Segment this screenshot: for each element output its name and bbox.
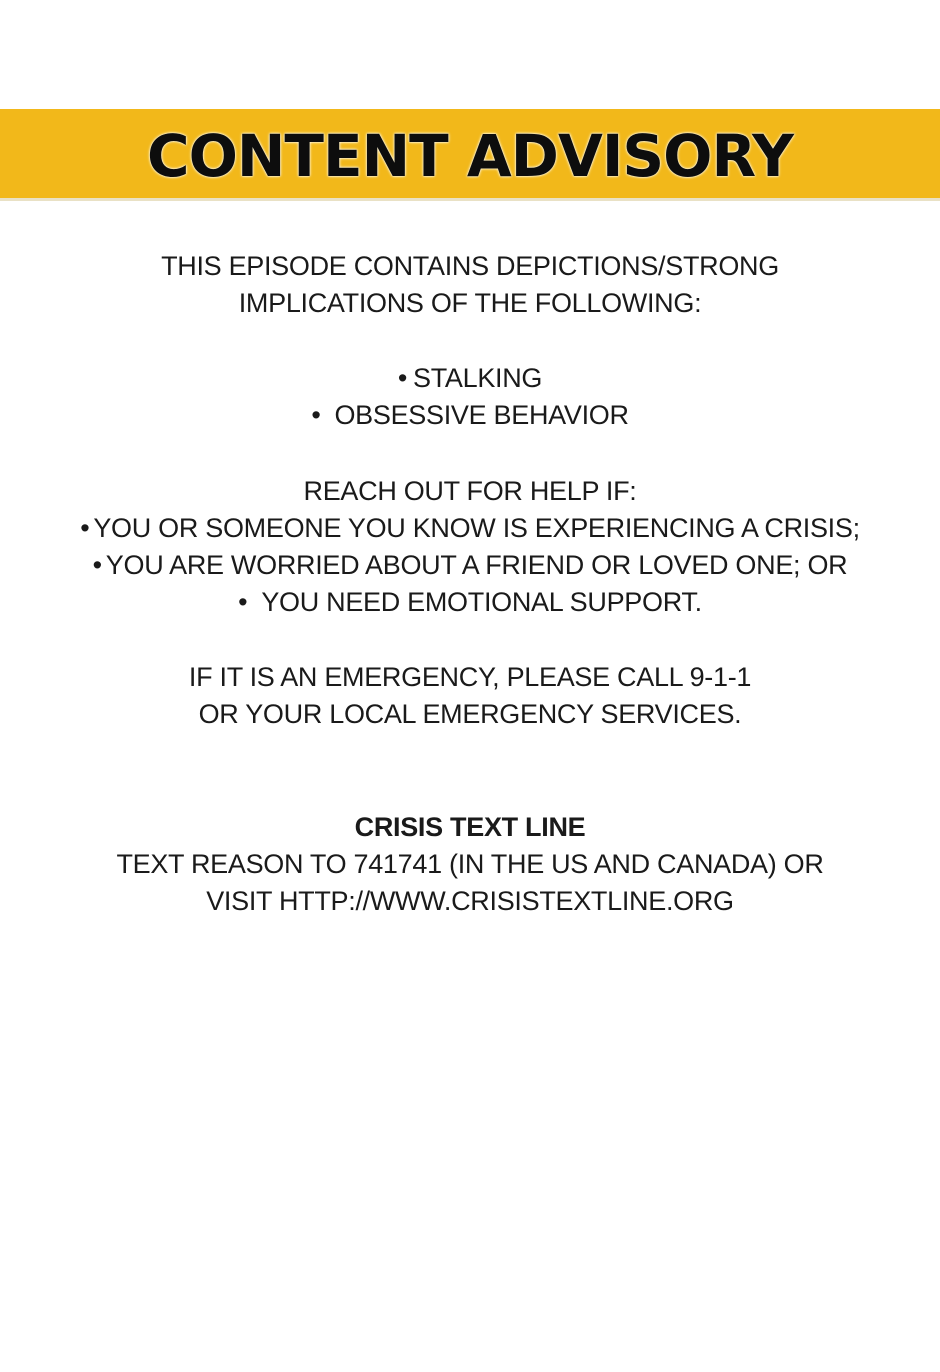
crisis-line-title: CRISIS TEXT LINE	[354, 812, 586, 842]
emergency-line-2: OR YOUR LOCAL EMERGENCY SERVICES.	[198, 699, 742, 729]
bullet-icon: •	[80, 513, 90, 543]
bullet-icon: •	[238, 587, 248, 617]
crisis-line-text-1: TEXT REASON TO 741741 (IN THE US AND CANADA) OR	[116, 849, 824, 879]
intro-line-1: THIS EPISODE CONTAINS DEPICTIONS/STRONG	[161, 251, 779, 281]
help-item-label: YOU NEED EMOTIONAL SUPPORT.	[261, 587, 702, 617]
topic-item	[0, 397, 940, 434]
help-heading: REACH OUT FOR HELP IF:	[303, 476, 637, 506]
topic-label: OBSESSIVE BEHAVIOR	[334, 400, 629, 430]
help-item	[0, 584, 940, 621]
emergency-line-1: IF IT IS AN EMERGENCY, PLEASE CALL 9-1-1	[188, 662, 752, 692]
bullet-icon: •	[311, 400, 321, 430]
help-item-label: YOU ARE WORRIED ABOUT A FRIEND OR LOVED ONE; OR	[105, 550, 848, 580]
bullet-icon: •	[397, 363, 407, 393]
intro-line-2: IMPLICATIONS OF THE FOLLOWING:	[238, 288, 702, 318]
topic-item	[0, 360, 940, 397]
bullet-icon: •	[92, 550, 102, 580]
banner-title: CONTENT ADVISORY	[147, 121, 793, 190]
help-item	[0, 547, 940, 584]
help-item-label: YOU OR SOMEONE YOU KNOW IS EXPERIENCING A CRISIS;	[93, 513, 860, 543]
help-item	[0, 510, 940, 547]
advisory-banner	[0, 109, 940, 201]
crisis-line-text-2: VISIT HTTP://WWW.CRISISTEXTLINE.ORG	[206, 886, 734, 916]
topic-label: STALKING	[413, 363, 543, 393]
